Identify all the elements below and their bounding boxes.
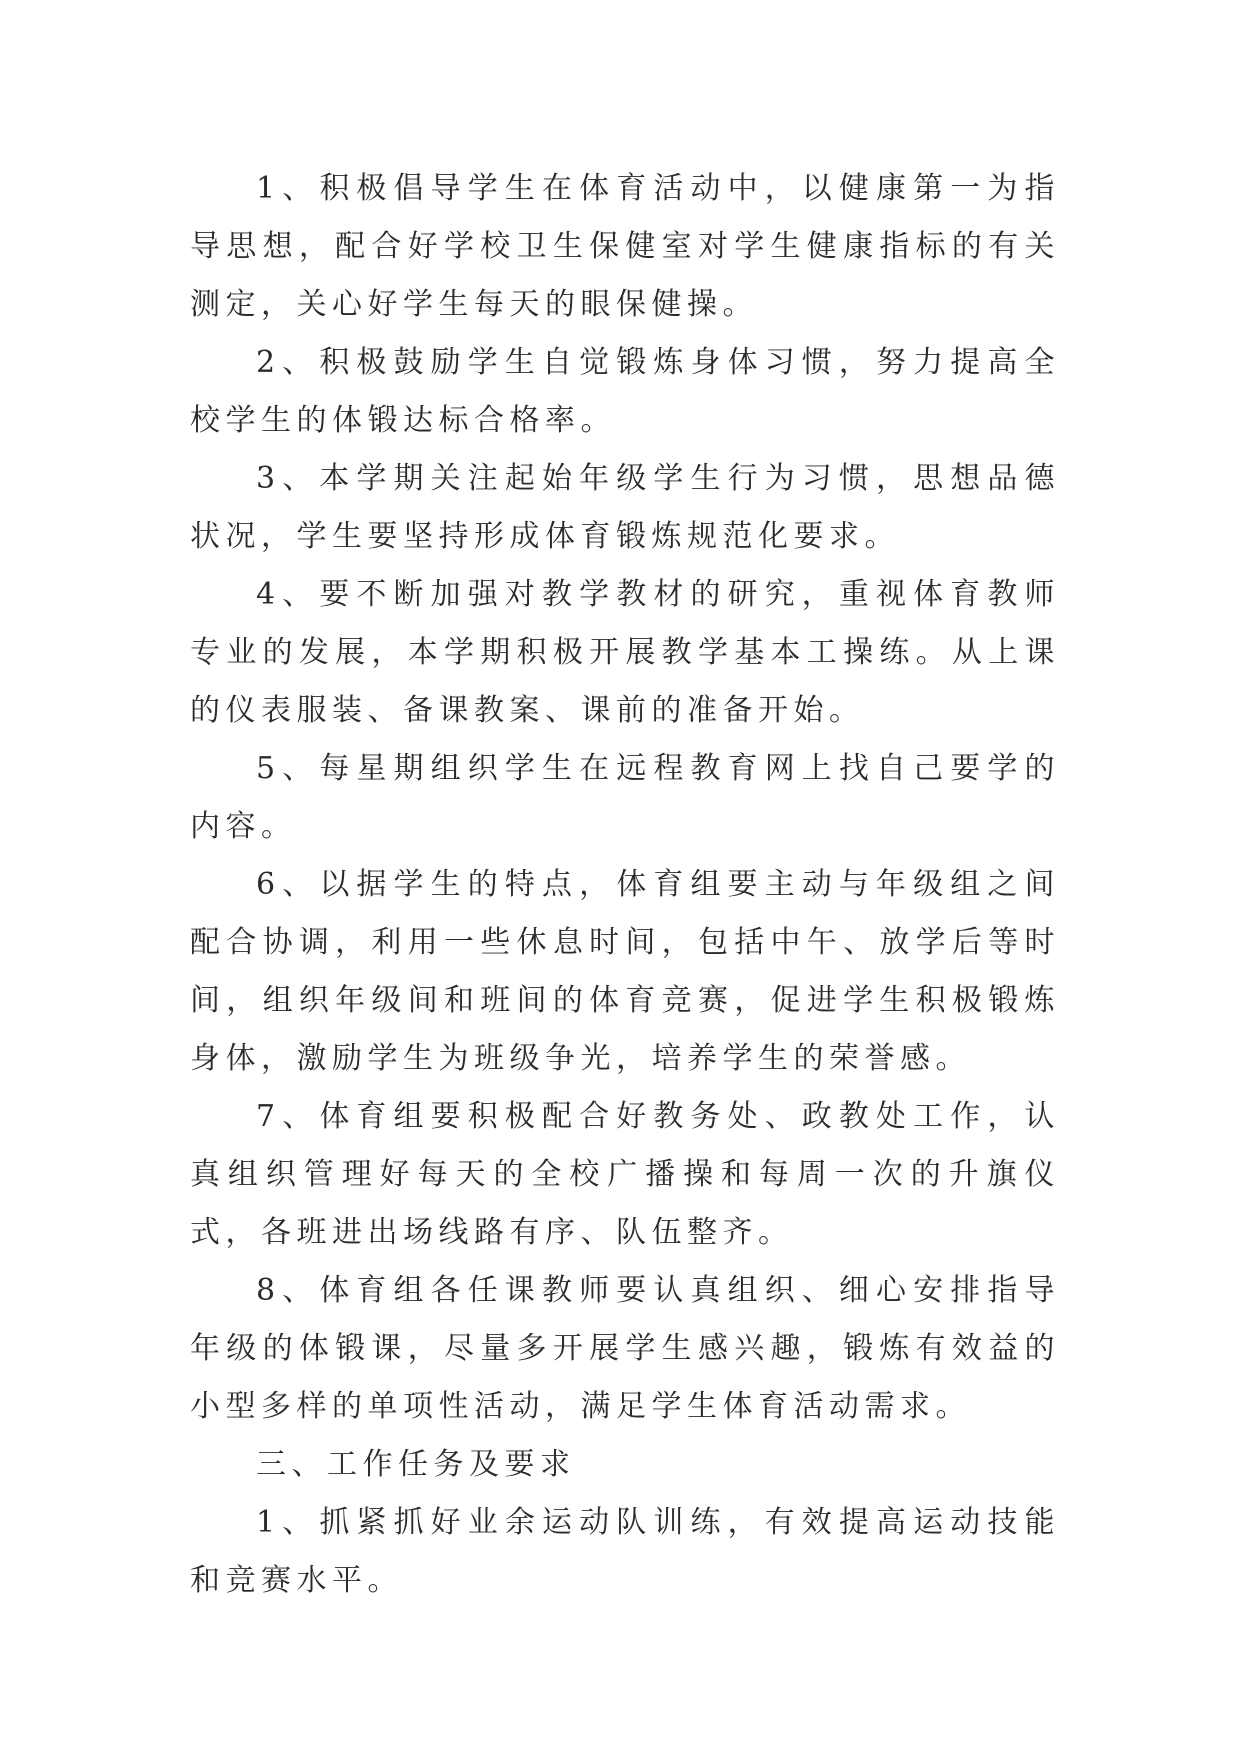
document-body xyxy=(190,160,1060,1610)
paragraph-item-8: 8、体育组各任课教师要认真组织、细心安排指导年级的体锻课，尽量多开展学生感兴趣，锻炼有效益的小型多样的单项性活动，满足学生体育活动需求。 xyxy=(190,1273,1060,1424)
task-item-1: 1、抓紧抓好业余运动队训练，有效提高运动技能和竞赛水平。 xyxy=(190,1505,1060,1598)
paragraph-item-1: 1、积极倡导学生在体育活动中，以健康第一为指导思想，配合好学校卫生保健室对学生健康指标的有关测定，关心好学生每天的眼保健操。 xyxy=(190,171,1060,322)
paragraph-item-3: 3、本学期关注起始年级学生行为习惯，思想品德状况，学生要坚持形成体育锻炼规范化要求。 xyxy=(190,461,1060,554)
paragraph-item-7: 7、体育组要积极配合好教务处、政教处工作，认真组织管理好每天的全校广播操和每周一次的升旗仪式，各班进出场线路有序、队伍整齐。 xyxy=(190,1099,1060,1250)
paragraph-item-2: 2、积极鼓励学生自觉锻炼身体习惯，努力提高全校学生的体锻达标合格率。 xyxy=(190,345,1060,438)
paragraph-item-5: 5、每星期组织学生在远程教育网上找自己要学的内容。 xyxy=(190,751,1060,844)
section-heading: 三、工作任务及要求 xyxy=(256,1447,576,1482)
paragraph-item-4: 4、要不断加强对教学教材的研究，重视体育教师专业的发展，本学期积极开展教学基本工操练。从上课的仪表服装、备课教案、课前的准备开始。 xyxy=(190,577,1060,728)
paragraph-item-6: 6、以据学生的特点，体育组要主动与年级组之间配合协调，利用一些休息时间，包括中午、放学后等时间，组织年级间和班间的体育竞赛，促进学生积极锻炼身体，激励学生为班级争光，培养学生的荣誉感。 xyxy=(190,867,1060,1076)
